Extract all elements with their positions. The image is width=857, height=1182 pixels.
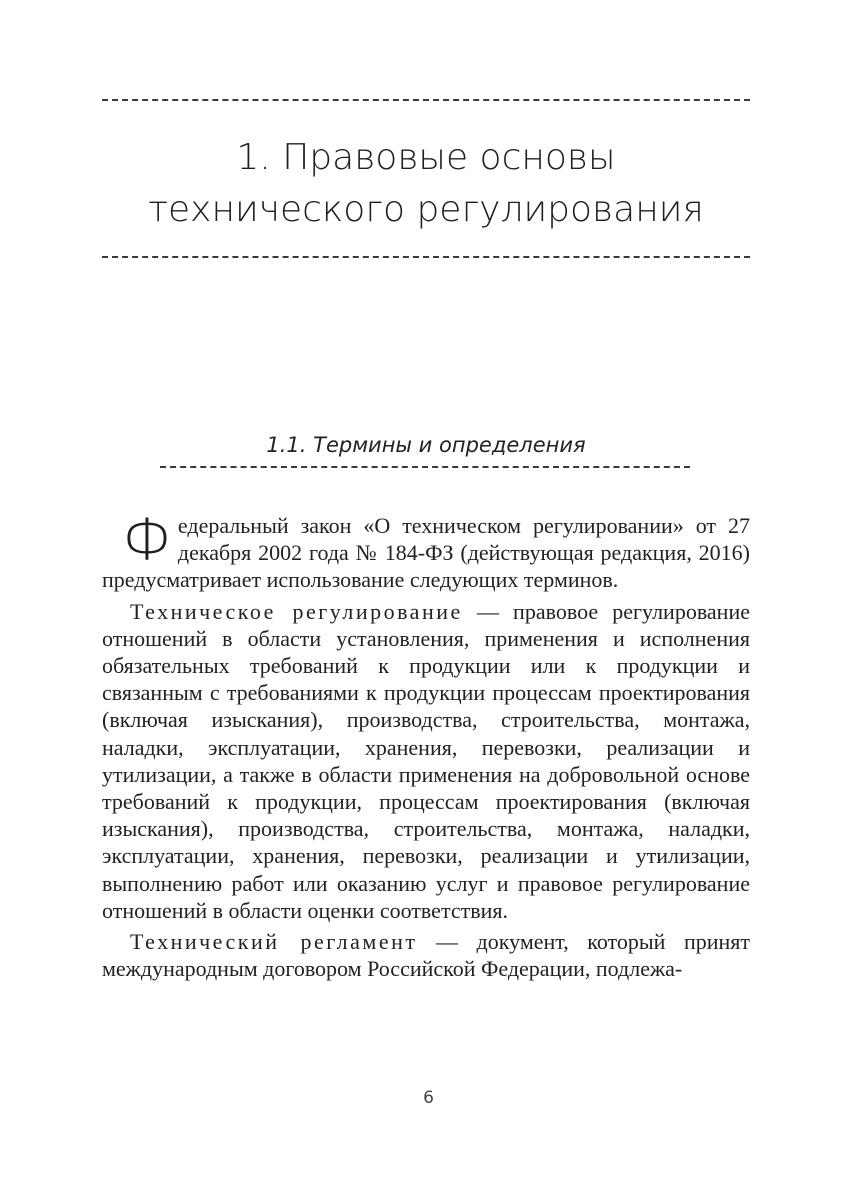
chapter-title-line-1: 1. Правовые основы (236, 137, 616, 178)
definition-technical-reglament: — документ, который принят международным договором Российской Федерации, подлежа- (102, 929, 750, 982)
paragraph-technical-regulation (102, 598, 750, 924)
section-underline-rule (160, 466, 690, 468)
definition-technical-regulation: — правовое регулирование отношений в области установления, применения и исполнения обязательных требований к продукции или к продукции и связанным с требованиями к продукции процессам проектирования (включая изыскания), производства, строительства, монтажа, наладки, эксплуатации, хранения, перевозки, реализации и утилизации, а также в области применения на добровольной основе требований к продукции, процессам проектирования (включая изыскания), производства, строительства, монтажа, наладки, эксплуатации, хранения, перевозки, реализации и утилизации, выполнению работ или оказанию услуг и правовое регулирование отношений в области оценки соответствия. (102, 598, 750, 923)
chapter-title-line-2: технического регулирования (148, 189, 704, 230)
term-technical-regulation: Техническое регулирование (130, 598, 463, 624)
chapter-top-rule (102, 99, 750, 101)
term-technical-reglament: Технический регламент (130, 929, 418, 955)
chapter-title (102, 132, 750, 236)
drop-cap: Ф (122, 506, 172, 574)
section-title: 1.1. Термины и определения (266, 433, 586, 457)
paragraph-intro-text: едеральный закон «О техническом регулировании» от 27 декабря 2002 года № 184-ФЗ (действующая редакция, 2016) предусматривает использование следующих терминов. (102, 513, 750, 593)
page-number: 6 (423, 1088, 434, 1108)
paragraph-intro (102, 506, 750, 594)
chapter-bottom-rule (102, 256, 750, 258)
body-text (102, 506, 750, 982)
paragraph-technical-reglament (102, 928, 750, 982)
